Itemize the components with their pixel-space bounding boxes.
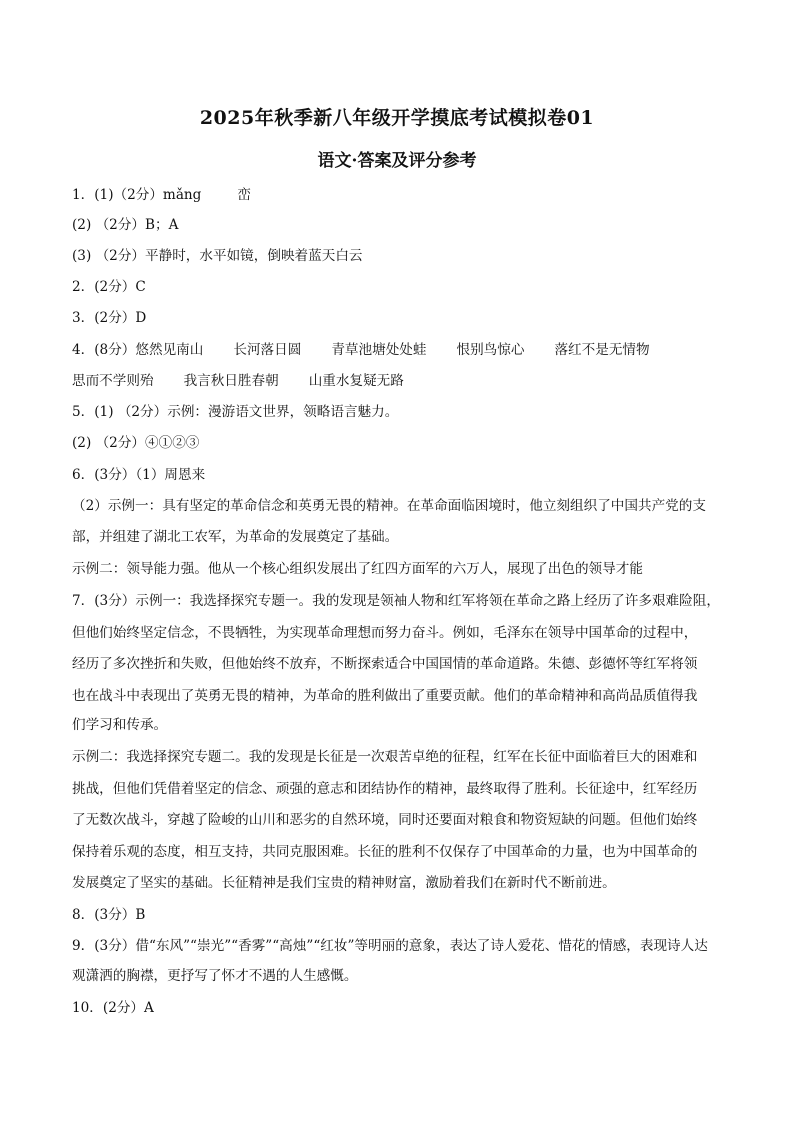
answer-q7-line: 们学习和传承。	[72, 717, 168, 733]
answer-q9-line: 观潇洒的胸襟，更抒写了怀才不遇的人生感慨。	[72, 968, 358, 984]
answer-q2: 2．(2分）C	[72, 279, 146, 295]
answer-q4-item: 青草池塘处处蛙	[331, 342, 427, 358]
answer-q7-line: 也在战斗中表现出了英勇无畏的精神，为革命的胜利做出了重要贡献。他们的革命精神和高尚品质值得我	[72, 688, 698, 704]
answer-q1-1-label: 1．(1)（2分）mǎng	[72, 187, 202, 203]
answer-q4-item: 悠然见南山	[135, 342, 204, 358]
answer-q7-line: 挑战，但他们凭借着坚定的信念、顽强的意志和团结协作的精神，最终取得了胜利。长征途中，红军经历	[72, 781, 698, 797]
answer-q10: 10．(2分）A	[72, 1000, 154, 1016]
answer-q4-row1	[72, 340, 732, 360]
answer-q5-2: (2) （2分）④①②③	[72, 435, 200, 451]
answer-q6-1: 6．(3分）（1）周恩来	[72, 467, 206, 483]
answer-q4-item: 长河落日圆	[233, 342, 302, 358]
answer-q1-1-extra: 峦	[237, 187, 251, 203]
page-subtitle: 语文·答案及评分参考	[317, 151, 477, 171]
answer-q7-line: 了无数次战斗，穿越了险峻的山川和恶劣的自然环境，同时还要面对粮食和物资短缺的问题。但他们始终	[72, 812, 698, 828]
answer-q7-line: 7．(3分）示例一：我选择探究专题一。我的发现是领袖人物和红军将领在革命之路上经历了许多艰难险阻，	[72, 593, 720, 609]
answer-q6-2-line: 部，并组建了湖北工农军，为革命的发展奠定了基础。	[72, 529, 399, 545]
page-title: 2025年秋季新八年级开学摸底考试模拟卷01	[199, 107, 595, 129]
answer-q4-item: 落红不是无情物	[554, 342, 650, 358]
answer-q5-1: 5．(1) （2分）示例：漫游语文世界，领略语言魅力。	[72, 404, 399, 420]
answer-q8: 8．(3分）B	[72, 907, 146, 923]
answer-q9-line: 9．(3分）借“东风”“崇光”“香雾”“高烛”“红妆”等明丽的意象，表达了诗人爱花、惜花的情感，表现诗人达	[72, 938, 708, 954]
answer-q4-row2	[72, 371, 732, 391]
answer-q4-item: 山重水复疑无路	[308, 373, 404, 389]
answer-q6-2-line: （2）示例一：具有坚定的革命信念和英勇无畏的精神。在革命面临困境时，他立刻组织了中国共产党的支	[72, 498, 706, 514]
answer-q7-line: 保持着乐观的态度，相互支持，共同克服困难。长征的胜利不仅保存了中国革命的力量，也为中国革命的	[72, 844, 698, 860]
answer-q4-label: 4．(8分）	[72, 342, 136, 358]
answer-q4-item: 思而不学则殆	[72, 373, 154, 389]
answer-q7-line: 发展奠定了坚实的基础。长征精神是我们宝贵的精神财富，激励着我们在新时代不断前进。	[72, 875, 616, 891]
answer-q1-3: (3) （2分）平静时，水平如镜，倒映着蓝天白云	[72, 248, 363, 264]
answer-q3: 3．(2分）D	[72, 310, 147, 326]
answer-q6-2-line: 示例二：领导能力强。他从一个核心组织发展出了红四方面军的六万人，展现了出色的领导才能	[72, 561, 643, 577]
answer-q7-line: 但他们始终坚定信念，不畏牺牲，为实现革命理想而努力奋斗。例如，毛泽东在领导中国革命的过程中，	[72, 625, 698, 641]
answer-q4-item: 我言秋日胜春朝	[183, 373, 279, 389]
answer-q7-line: 示例二：我选择探究专题二。我的发现是长征是一次艰苦卓绝的征程，红军在长征中面临着巨大的困难和	[72, 749, 698, 765]
answer-q1-2: (2) （2分）B；A	[72, 217, 179, 233]
answer-q7-line: 经历了多次挫折和失败，但他始终不放弃，不断探索适合中国国情的革命道路。朱德、彭德怀等红军将领	[72, 656, 698, 672]
answer-q1-1	[72, 185, 732, 205]
answer-q4-item: 恨别鸟惊心	[456, 342, 525, 358]
